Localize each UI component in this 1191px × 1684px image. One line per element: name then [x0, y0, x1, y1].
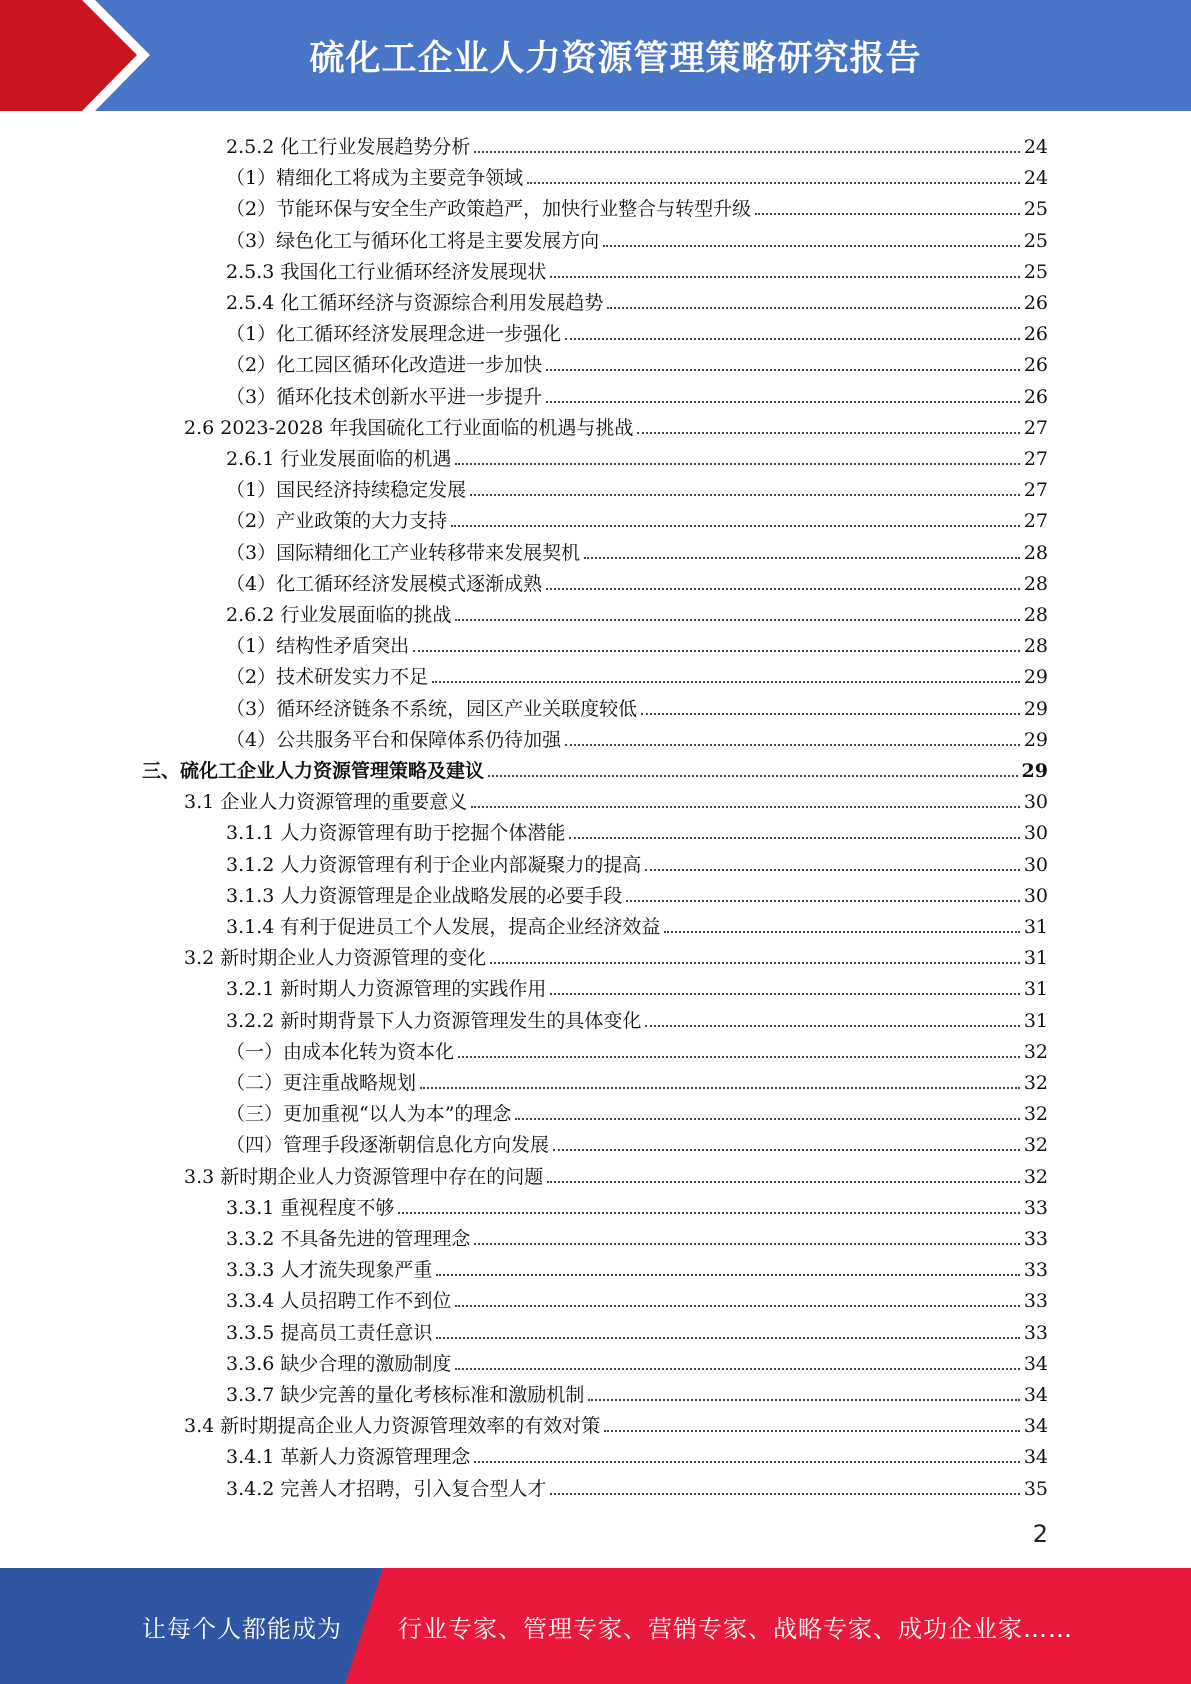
toc-entry-label: 3.3.3 人才流失现象严重	[226, 1259, 433, 1282]
toc-entry[interactable]	[226, 127, 1048, 158]
toc-leader-dots	[432, 681, 1020, 683]
toc-leader-dots	[458, 1056, 1020, 1058]
toc-entry-label: （2）化工园区循环化改造进一步加快	[226, 354, 543, 377]
toc-entry-page: 29	[1023, 697, 1048, 720]
toc-entry-label: 3.1.3 人力资源管理是企业战略发展的必要手段	[226, 884, 623, 907]
toc-leader-dots	[455, 1305, 1019, 1307]
toc-entry-page: 33	[1023, 1196, 1048, 1219]
toc-entry[interactable]	[226, 158, 1048, 189]
toc-entry[interactable]	[226, 533, 1048, 564]
toc-entry-label: 3.3.4 人员招聘工作不到位	[226, 1290, 452, 1313]
toc-leader-dots	[398, 1212, 1019, 1214]
toc-entry-label: （二）更注重战略规划	[226, 1072, 417, 1094]
toc-leader-dots	[588, 1399, 1019, 1401]
toc-leader-dots	[471, 806, 1020, 808]
toc-entry[interactable]	[184, 938, 1048, 969]
toc-entry-label: 3.2 新时期企业人力资源管理的变化	[184, 947, 487, 970]
footer-band	[0, 1568, 1191, 1684]
toc-entry-page: 34	[1023, 1446, 1048, 1469]
toc-entry-label: 3.3.2 不具备先进的管理理念	[226, 1228, 471, 1250]
toc-entry[interactable]	[226, 1313, 1048, 1344]
toc-entry-label: 3.3.6 缺少合理的激励制度	[226, 1352, 452, 1375]
toc-entry-label: 3.4 新时期提高企业人力资源管理效率的有效对策	[184, 1415, 601, 1438]
toc-leader-dots	[455, 463, 1019, 465]
toc-entry[interactable]	[226, 345, 1048, 376]
toc-entry[interactable]	[226, 845, 1048, 876]
toc-entry-label: 2.6.1 行业发展面临的机遇	[226, 448, 452, 470]
toc-entry-page: 32	[1023, 1040, 1048, 1063]
toc-entry-page: 28	[1023, 541, 1048, 564]
toc-entry[interactable]	[184, 1406, 1048, 1437]
toc-entry-page: 30	[1023, 884, 1048, 907]
toc-entry-page: 31	[1023, 916, 1048, 938]
toc-entry-page: 31	[1023, 1009, 1048, 1032]
toc-entry-page: 35	[1023, 1477, 1048, 1500]
toc-entry[interactable]	[226, 1125, 1048, 1156]
toc-entry-page: 26	[1023, 292, 1048, 314]
toc-entry[interactable]	[226, 1032, 1048, 1063]
toc-entry[interactable]	[142, 751, 1048, 782]
toc-leader-dots	[474, 1461, 1019, 1463]
toc-entry-label: 3.2.1 新时期人力资源管理的实践作用	[226, 978, 547, 1001]
toc-leader-dots	[455, 619, 1019, 621]
toc-entry[interactable]	[226, 626, 1048, 657]
toc-entry-label: （一）由成本化转为资本化	[226, 1040, 455, 1063]
toc-entry-label: 2.6.2 行业发展面临的挑战	[226, 604, 452, 626]
toc-leader-dots	[436, 1274, 1019, 1276]
toc-entry-page: 33	[1023, 1228, 1048, 1250]
footer-slogan-right: 行业专家、管理专家、营销专家、战略专家、成功企业家……	[398, 1614, 1073, 1643]
toc-entry-label: 2.5.2 化工行业发展趋势分析	[226, 136, 471, 158]
toc-entry-label: 三、硫化工企业人力资源管理策略及建议	[142, 760, 485, 782]
toc-entry-page: 30	[1023, 822, 1048, 845]
toc-entry-label: （3）循环化技术创新水平进一步提升	[226, 385, 543, 408]
toc-entry[interactable]	[184, 1157, 1048, 1188]
toc-entry-label: 2.5.4 化工循环经济与资源综合利用发展趋势	[226, 292, 604, 314]
toc-entry-label: 3.1.1 人力资源管理有助于挖掘个体潜能	[226, 822, 566, 845]
page-number: 2	[1032, 1520, 1048, 1548]
toc-leader-dots	[413, 650, 1020, 652]
toc-entry-page: 24	[1023, 136, 1048, 158]
toc-entry-page: 25	[1023, 260, 1048, 283]
toc-entry-label: 3.2.2 新时期背景下人力资源管理发生的具体变化	[226, 1009, 642, 1032]
toc-entry-page: 27	[1023, 510, 1048, 533]
toc-leader-dots	[565, 744, 1020, 746]
toc-leader-dots	[515, 1118, 1019, 1120]
toc-entry-page: 29	[1021, 760, 1048, 782]
toc-leader-dots	[553, 1149, 1020, 1151]
toc-entry-page: 32	[1023, 1165, 1048, 1188]
toc-entry[interactable]	[226, 221, 1048, 252]
toc-entry-label: （3）循环经济链条不系统，园区产业关联度较低	[226, 697, 638, 720]
toc-entry-page: 34	[1023, 1415, 1048, 1438]
toc-entry-label: （4）化工循环经济发展模式逐渐成熟	[226, 572, 543, 595]
toc-entry[interactable]	[226, 1001, 1048, 1032]
toc-leader-dots	[546, 588, 1020, 590]
toc-entry[interactable]	[226, 595, 1048, 626]
toc-entry-label: （2）产业政策的大力支持	[226, 510, 448, 533]
toc-leader-dots	[637, 432, 1019, 434]
toc-entry-label: 3.1.2 人力资源管理有利于企业内部凝聚力的提高	[226, 853, 642, 876]
toc-entry-label: 2.5.3 我国化工行业循环经济发展现状	[226, 260, 547, 283]
toc-entry-page: 28	[1023, 604, 1048, 626]
toc-entry-label: 3.3.5 提高员工责任意识	[226, 1321, 433, 1344]
toc-entry[interactable]	[226, 1250, 1048, 1281]
toc-entry-page: 25	[1023, 198, 1048, 221]
toc-leader-dots	[584, 557, 1020, 559]
toc-leader-dots	[569, 837, 1019, 839]
toc-entry[interactable]	[226, 1437, 1048, 1468]
toc-entry[interactable]	[226, 813, 1048, 844]
toc-leader-dots	[474, 151, 1019, 153]
toc-entry-page: 27	[1023, 479, 1048, 502]
toc-entry-label: （1）化工循环经济发展理念进一步强化	[226, 323, 562, 346]
toc-leader-dots	[626, 900, 1019, 902]
toc-entry-page: 29	[1023, 666, 1048, 689]
toc-entry[interactable]	[226, 283, 1048, 314]
toc-entry-label: 3.1 企业人力资源管理的重要意义	[184, 791, 468, 814]
toc-entry-page: 27	[1023, 416, 1048, 439]
toc-entry-label: （4）公共服务平台和保障体系仍待加强	[226, 728, 562, 751]
toc-entry[interactable]	[226, 1281, 1048, 1312]
toc-entry-page: 32	[1023, 1103, 1048, 1126]
toc-entry-label: （2）技术研发实力不足	[226, 666, 429, 689]
toc-entry[interactable]	[226, 439, 1048, 470]
toc-leader-dots	[490, 962, 1020, 964]
toc-entry[interactable]	[226, 1469, 1048, 1500]
toc-leader-dots	[645, 869, 1019, 871]
toc-entry-page: 24	[1023, 167, 1048, 190]
toc-entry-label: 3.3.7 缺少完善的量化考核标准和激励机制	[226, 1384, 585, 1406]
toc-entry-label: 3.3 新时期企业人力资源管理中存在的问题	[184, 1165, 544, 1188]
toc-leader-dots	[641, 713, 1020, 715]
toc-entry-label: （3）国际精细化工产业转移带来发展契机	[226, 541, 581, 564]
toc-leader-dots	[451, 525, 1020, 527]
toc-entry-label: 2.6 2023-2028 年我国硫化工行业面临的机遇与挑战	[184, 416, 634, 439]
toc-entry[interactable]	[226, 1188, 1048, 1219]
toc-leader-dots	[547, 1181, 1020, 1183]
toc-leader-dots	[527, 182, 1020, 184]
toc-leader-dots	[436, 1337, 1019, 1339]
toc-entry-page: 26	[1023, 354, 1048, 377]
toc-entry[interactable]	[226, 377, 1048, 408]
toc-entry[interactable]	[226, 252, 1048, 283]
toc-entry-page: 27	[1023, 448, 1048, 470]
toc-entry-page: 30	[1023, 791, 1048, 814]
toc-entry-label: （1）结构性矛盾突出	[226, 635, 410, 658]
toc-leader-dots	[664, 931, 1019, 933]
toc-entry-page: 31	[1023, 947, 1048, 970]
footer-slogan-left: 让每个人都能成为	[142, 1614, 342, 1643]
toc-entry[interactable]	[226, 470, 1048, 501]
toc-entry[interactable]	[226, 1063, 1048, 1094]
toc-leader-dots	[488, 775, 1018, 777]
toc-entry[interactable]	[226, 501, 1048, 532]
toc-entry-page: 28	[1023, 635, 1048, 658]
toc-leader-dots	[565, 338, 1020, 340]
toc-entry-page: 30	[1023, 853, 1048, 876]
toc-leader-dots	[604, 1430, 1020, 1432]
toc-entry-label: （四）管理手段逐渐朝信息化方向发展	[226, 1134, 550, 1157]
toc-entry-label: 3.1.4 有利于促进员工个人发展，提高企业经济效益	[226, 916, 661, 938]
toc-entry-page: 33	[1023, 1290, 1048, 1313]
toc-entry-page: 31	[1023, 978, 1048, 1001]
toc-leader-dots	[550, 993, 1019, 995]
toc-entry-page: 33	[1023, 1321, 1048, 1344]
toc-entry[interactable]	[226, 189, 1048, 220]
toc-entry[interactable]	[226, 1344, 1048, 1375]
toc-leader-dots	[546, 369, 1020, 371]
toc-entry-label: 3.3.1 重视程度不够	[226, 1196, 395, 1219]
toc-entry-page: 33	[1023, 1259, 1048, 1282]
toc-entry[interactable]	[184, 408, 1048, 439]
toc-entry-label: （1）精细化工将成为主要竞争领域	[226, 167, 524, 190]
toc-entry-page: 25	[1023, 229, 1048, 252]
toc-entry[interactable]	[226, 1094, 1048, 1125]
toc-entry-label: 3.4.1 革新人力资源管理理念	[226, 1446, 471, 1469]
toc-entry[interactable]	[226, 969, 1048, 1000]
toc-entry[interactable]	[226, 720, 1048, 751]
toc-entry-page: 34	[1023, 1384, 1048, 1406]
document-title: 硫化工企业人力资源管理策略研究报告	[309, 38, 922, 79]
toc-leader-dots	[470, 494, 1020, 496]
toc-leader-dots	[550, 1493, 1019, 1495]
toc-entry-label: （3）绿色化工与循环化工将是主要发展方向	[226, 229, 600, 252]
toc-entry-page: 32	[1023, 1072, 1048, 1094]
toc-leader-dots	[546, 401, 1020, 403]
toc-entry[interactable]	[226, 689, 1048, 720]
toc-entry[interactable]	[226, 876, 1048, 907]
toc-entry-page: 28	[1023, 572, 1048, 595]
toc-leader-dots	[474, 1243, 1019, 1245]
toc-entry[interactable]	[226, 907, 1048, 938]
toc-leader-dots	[603, 245, 1020, 247]
toc-entry[interactable]	[226, 1375, 1048, 1406]
toc-leader-dots	[455, 1368, 1019, 1370]
toc-entry[interactable]	[226, 1219, 1048, 1250]
toc-leader-dots	[550, 276, 1019, 278]
toc-leader-dots	[607, 307, 1019, 309]
toc-entry[interactable]	[226, 564, 1048, 595]
toc-leader-dots	[645, 1025, 1019, 1027]
toc-leader-dots	[420, 1087, 1020, 1089]
toc-entry-label: 3.4.2 完善人才招聘，引入复合型人才	[226, 1477, 547, 1500]
toc-entry[interactable]	[184, 782, 1048, 813]
toc-entry-page: 29	[1023, 728, 1048, 751]
toc-leader-dots	[755, 213, 1020, 215]
toc-entry-label: （2）节能环保与安全生产政策趋严，加快行业整合与转型升级	[226, 198, 752, 221]
toc-entry-label: （1）国民经济持续稳定发展	[226, 479, 467, 502]
toc-entry-page: 34	[1023, 1352, 1048, 1375]
toc-entry-page: 32	[1023, 1134, 1048, 1157]
toc-entry-label: （三）更加重视“以人为本”的理念	[226, 1103, 512, 1126]
toc-entry[interactable]	[226, 657, 1048, 688]
toc-entry[interactable]	[226, 314, 1048, 345]
toc-entry-page: 26	[1023, 323, 1048, 346]
toc-entry-page: 26	[1023, 385, 1048, 408]
